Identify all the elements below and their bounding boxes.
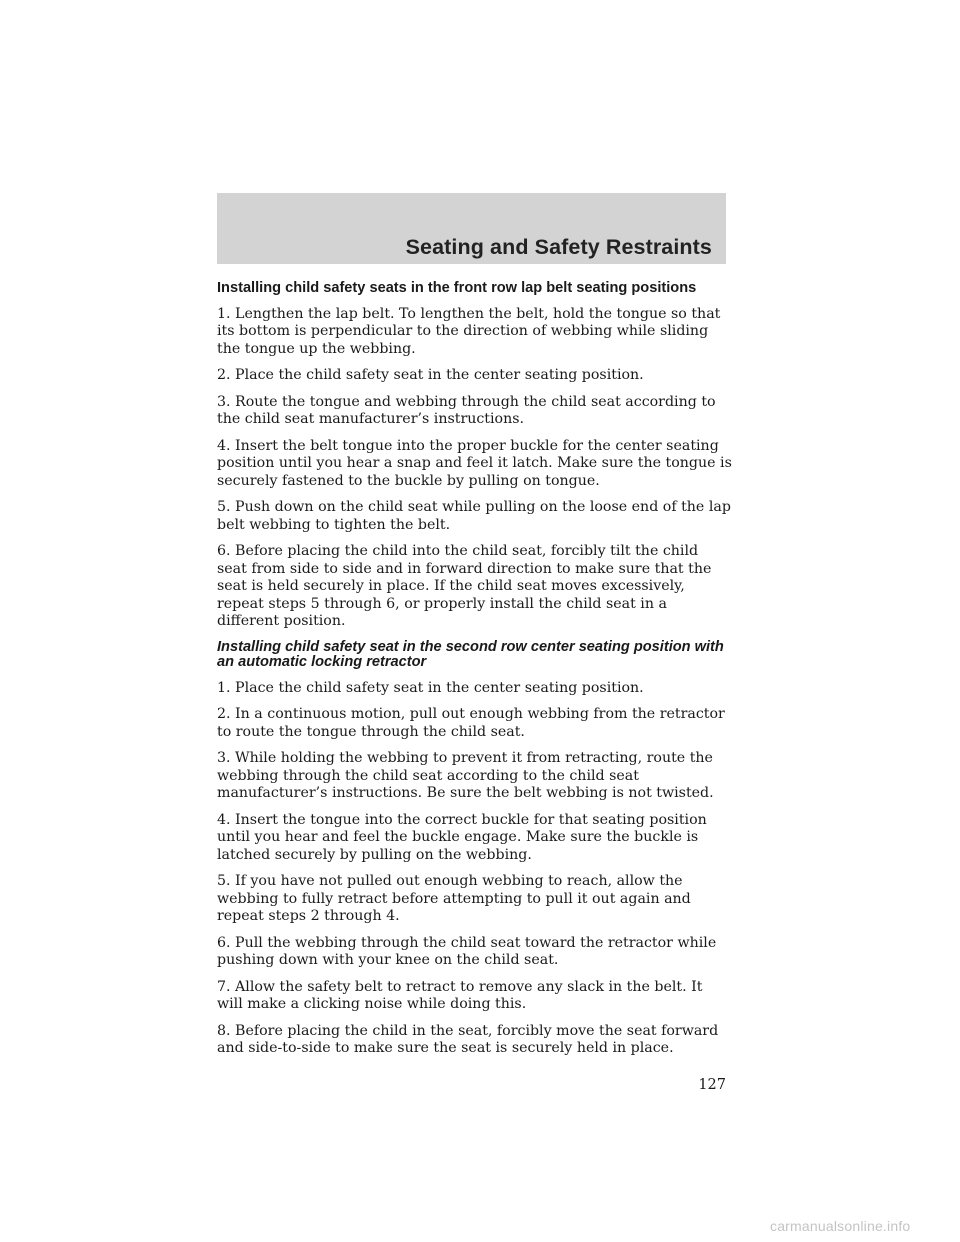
section-heading-second-row: Installing child safety seat in the second row center seating position with an automatic locking retractor (217, 638, 724, 670)
step-paragraph: 1. Place the child safety seat in the center seating position. (217, 679, 644, 696)
page-content (217, 281, 732, 1067)
step-paragraph: 5. Push down on the child seat while pulling on the loose end of the lap belt webbing to tighten the belt. (217, 499, 731, 533)
step-paragraph: 4. Insert the belt tongue into the proper buckle for the center seating position until you hear a snap and feel it latch. Make sure the tongue is securely fastened to the buckle by pulling on tongue. (217, 437, 732, 489)
watermark-text: carmanualsonline.info (770, 1218, 911, 1234)
step-paragraph: 3. While holding the webbing to prevent it from retracting, route the webbing through the child seat according to the child seat manufacturer’s instructions. Be sure the belt webbing is not twisted. (217, 750, 714, 801)
section-header-band (217, 193, 726, 264)
step-paragraph: 3. Route the tongue and webbing through the child seat according to the child seat manufacturer’s instructions. (217, 393, 716, 427)
step-paragraph: 2. In a continuous motion, pull out enough webbing from the retractor to route the tongue through the child seat. (217, 706, 725, 740)
step-paragraph: 7. Allow the safety belt to retract to remove any slack in the belt. It will make a clicking noise while doing this. (217, 978, 703, 1012)
step-paragraph: 6. Before placing the child into the child seat, forcibly tilt the child seat from side to side and in forward direction to make sure that the seat is held securely in place. If the child seat moves excessively, repeat steps 5 through 6, or properly install the child seat in a different position. (217, 543, 712, 629)
step-paragraph: 5. If you have not pulled out enough webbing to reach, allow the webbing to fully retract before attempting to pull it out again and repeat steps 2 through 4. (217, 873, 691, 924)
section-heading-front-row: Installing child safety seats in the front row lap belt seating positions (217, 280, 697, 296)
step-paragraph: 1. Lengthen the lap belt. To lengthen the belt, hold the tongue so that its bottom is perpendicular to the direction of webbing while sliding the tongue up the webbing. (217, 305, 721, 357)
step-paragraph: 6. Pull the webbing through the child seat toward the retractor while pushing down with your knee on the child seat. (217, 934, 717, 968)
step-paragraph: 4. Insert the tongue into the correct buckle for that seating position until you hear and feel the buckle engage. Make sure the buckle is latched securely by pulling on the webbing. (217, 811, 707, 863)
section-title: Seating and Safety Restraints (405, 235, 712, 259)
step-paragraph: 2. Place the child safety seat in the center seating position. (217, 367, 644, 383)
step-paragraph: 8. Before placing the child in the seat, forcibly move the seat forward and side-to-side to make sure the seat is securely held in place. (217, 1022, 719, 1056)
page-number: 127 (698, 1077, 726, 1093)
